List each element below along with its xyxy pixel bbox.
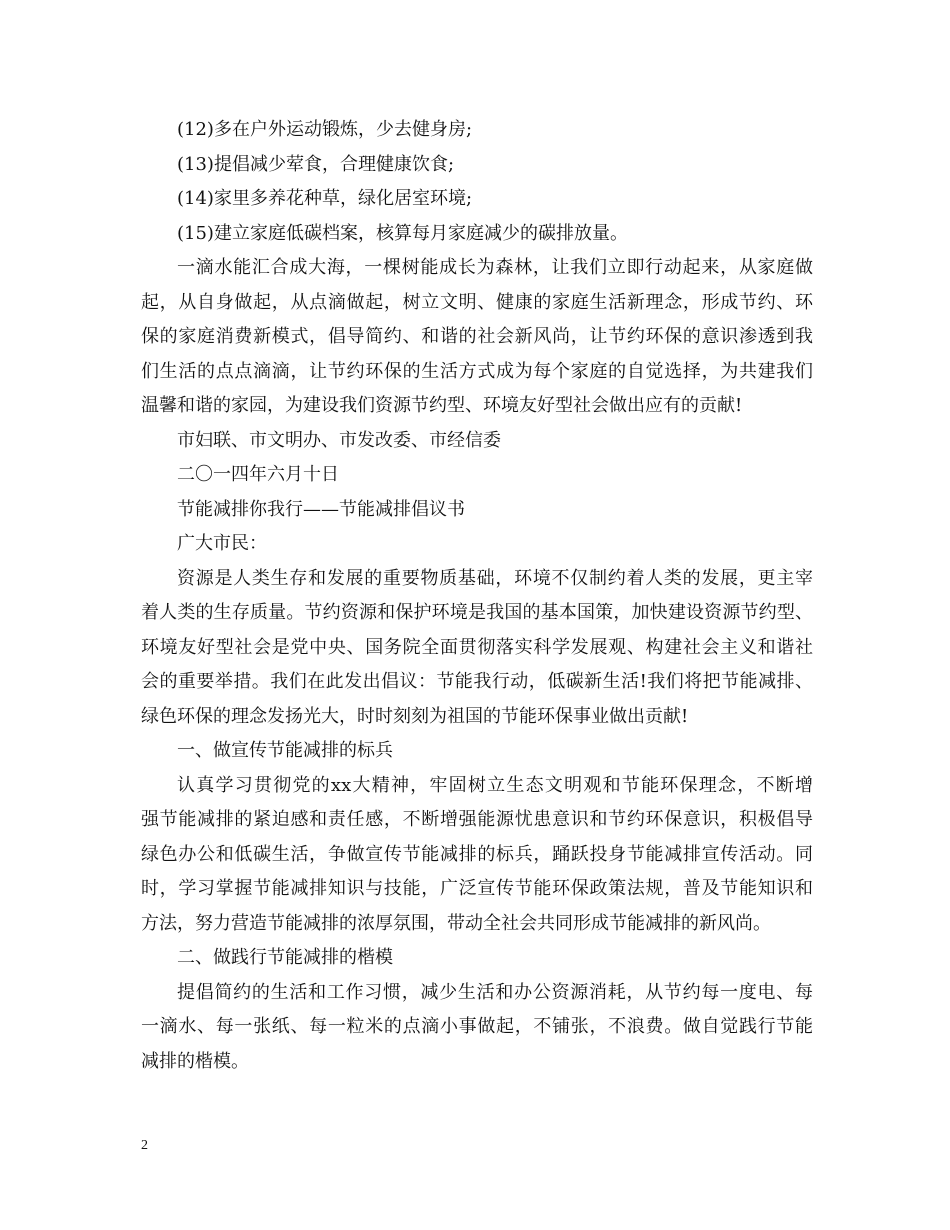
- paragraph-line: 一滴水能汇合成大海，一棵树能成长为森林，让我们立即行动起来，从家庭做: [177, 257, 813, 278]
- paragraph-line: 认真学习贯彻党的xx大精神，牢固树立生态文明观和节能环保理念，不断增: [177, 774, 813, 796]
- salutation: 广大市民：: [177, 533, 267, 554]
- document-title: 节能减排你我行——节能减排倡议书: [177, 498, 465, 520]
- paragraph-line: 环境友好型社会是党中央、国务院全面贯彻落实科学发展观、构建社会主义和谐社: [141, 636, 813, 658]
- date: 二〇一四年六月十日: [177, 464, 339, 485]
- paragraph-line: 起，从自身做起，从点滴做起，树立文明、健康的家庭生活新理念，形成节约、环: [141, 291, 813, 313]
- paragraph-line: 一滴水、每一张纸、每一粒米的点滴小事做起，不铺张，不浪费。做自觉践行节能: [141, 1016, 813, 1037]
- list-item: (12)多在户外运动锻炼，少去健身房;: [177, 119, 473, 140]
- paragraph-line: 时，学习掌握节能减排知识与技能，广泛宣传节能环保政策法规，普及节能知识和: [141, 878, 813, 899]
- section-heading: 二、做践行节能减排的楷模: [177, 947, 393, 968]
- paragraph-line: 着人类的生存质量。节约资源和保护环境是我国的基本国策，加快建设资源节约型、: [141, 602, 813, 623]
- paragraph-line: 减排的楷模。: [141, 1050, 249, 1072]
- paragraph-line: 会的重要举措。我们在此发出倡议：节能我行动，低碳新生活!我们将把节能减排、: [141, 671, 813, 692]
- list-item: (14)家里多养花种草，绿化居室环境;: [177, 188, 473, 209]
- paragraph-line: 强节能减排的紧迫感和责任感，不断增强能源忧患意识和节约环保意识，积极倡导: [141, 809, 813, 830]
- section-heading: 一、做宣传节能减排的标兵: [177, 740, 393, 761]
- paragraph-line: 资源是人类生存和发展的重要物质基础，环境不仅制约着人类的发展，更主宰: [177, 567, 813, 589]
- paragraph-line: 方法，努力营造节能减排的浓厚氛围，带动全社会共同形成节能减排的新风尚。: [141, 912, 771, 934]
- paragraph-line: 绿色环保的理念发扬光大，时时刻刻为祖国的节能环保事业做出贡献!: [141, 705, 689, 727]
- paragraph-line: 绿色办公和低碳生活，争做宣传节能减排的标兵，踊跃投身节能减排宣传活动。同: [141, 843, 813, 865]
- paragraph-line: 提倡简约的生活和工作习惯，减少生活和办公资源消耗，从节约每一度电、每: [177, 981, 813, 1003]
- paragraph-line: 们生活的点点滴滴，让节约环保的生活方式成为每个家庭的自觉选择，为共建我们: [141, 360, 813, 382]
- page-number: 2: [141, 1138, 148, 1153]
- paragraph-line: 保的家庭消费新模式，倡导简约、和谐的社会新风尚，让节约环保的意识渗透到我: [141, 326, 813, 347]
- paragraph-line: 温馨和谐的家园，为建设我们资源节约型、环境友好型社会做出应有的贡献!: [141, 395, 743, 416]
- list-item: (13)提倡减少荤食，合理健康饮食;: [177, 153, 455, 175]
- list-item: (15)建立家庭低碳档案，核算每月家庭减少的碳排放量。: [177, 222, 628, 244]
- signatories: 市妇联、市文明办、市发改委、市经信委: [177, 429, 501, 451]
- page-body: [141, 113, 813, 1079]
